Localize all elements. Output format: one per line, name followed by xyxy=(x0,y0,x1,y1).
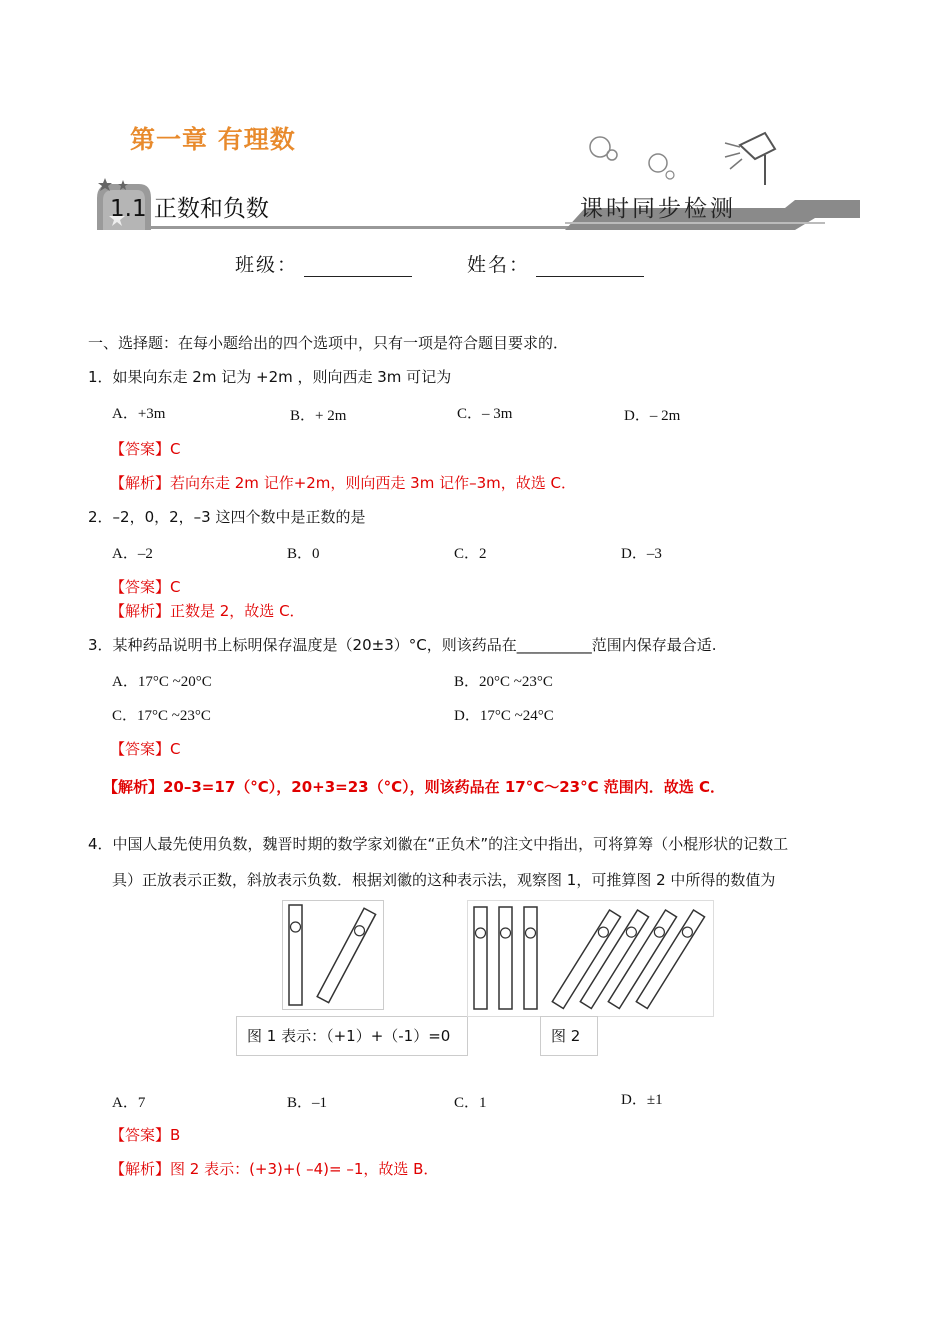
question-3-option-b: B．20°C ~23°C xyxy=(454,674,553,690)
question-2-option-b: B．0 xyxy=(287,546,320,562)
figure-2-caption: 图 2 xyxy=(551,1027,581,1045)
section-title: 1.1 正数和负数 xyxy=(110,196,269,222)
chapter-title: 第一章 有理数 xyxy=(130,125,296,154)
question-3-option-a: A．17°C ~20°C xyxy=(112,674,212,690)
question-2-option-a: A．–2 xyxy=(112,546,153,562)
question-3-analysis: 【解析】20–3=17（°C），20+3=23（°C），则该药品在 17°C～23°C 范围内．故选 C． xyxy=(103,778,726,796)
question-2-answer: 【答案】C xyxy=(110,578,181,596)
part-heading: 一、选择题：在每小题给出的四个选项中，只有一项是符合题目要求的． xyxy=(88,334,569,352)
question-1-option-d: D．– 2m xyxy=(624,408,681,424)
question-4-stem-line2: 具）正放表示正数，斜放表示负数．根据刘徽的这种表示法，观察图 1，可推算图 2 中所得的数值为 xyxy=(112,871,776,889)
question-3-stem: 3．某种药品说明书上标明保存温度是（20±3）°C，则该药品在__________范围内保存最合适. xyxy=(88,636,717,654)
class-field xyxy=(235,250,412,277)
class-label: 班级： xyxy=(235,254,299,276)
question-1-option-a: A．+3m xyxy=(112,406,166,422)
class-blank[interactable] xyxy=(304,258,412,277)
figure-1 xyxy=(282,900,384,1010)
question-4-stem-line1: 4．中国人最先使用负数，魏晋时期的数学家刘徽在“正负术”的注文中指出，可将算筹（小棍形状的记数工 xyxy=(88,835,789,853)
name-field xyxy=(467,250,644,277)
question-1-option-c: C．– 3m xyxy=(457,406,513,422)
question-2-option-d: D．–3 xyxy=(621,546,662,562)
question-2-option-c: C．2 xyxy=(454,546,487,562)
question-1-analysis: 【解析】若向东走 2m 记作+2m，则向西走 3m 记作–3m，故选 C． xyxy=(110,474,577,492)
question-4-option-a: A．7 xyxy=(112,1095,146,1111)
question-4-answer: 【答案】B xyxy=(110,1126,181,1144)
name-label: 姓名： xyxy=(467,254,531,276)
series-title: 课时同步检测 xyxy=(580,196,736,222)
question-1-stem: 1．如果向东走 2m 记为 +2m ，则向西走 3m 可记为 xyxy=(88,368,452,386)
figure-2 xyxy=(467,900,714,1017)
question-1-option-b: B．+ 2m xyxy=(290,408,347,424)
question-2-stem: 2．–2，0，2，–3 这四个数中是正数的是 xyxy=(88,508,366,526)
question-4-option-b: B．–1 xyxy=(287,1095,328,1111)
question-4-option-c: C．1 xyxy=(454,1095,487,1111)
lamp-decoration-icon xyxy=(580,125,780,185)
counting-rods-figure-1 xyxy=(283,901,383,1009)
name-blank[interactable] xyxy=(536,258,644,277)
question-2-analysis: 【解析】正数是 2，故选 C． xyxy=(110,602,305,620)
question-4-option-d: D．±1 xyxy=(621,1092,663,1108)
counting-rods-figure-2 xyxy=(468,901,713,1016)
question-1-answer: 【答案】C xyxy=(110,440,181,458)
question-3-option-c: C．17°C ~23°C xyxy=(112,708,211,724)
figure-1-caption-box xyxy=(236,1016,468,1056)
figure-1-caption: 图 1 表示：（+1）+（-1）=0 xyxy=(247,1027,451,1045)
question-4-analysis: 【解析】图 2 表示：(+3)+( –4)= –1，故选 B． xyxy=(110,1160,439,1178)
question-3-option-d: D．17°C ~24°C xyxy=(454,708,554,724)
question-3-answer: 【答案】C xyxy=(110,740,181,758)
figure-2-caption-box xyxy=(540,1016,598,1056)
